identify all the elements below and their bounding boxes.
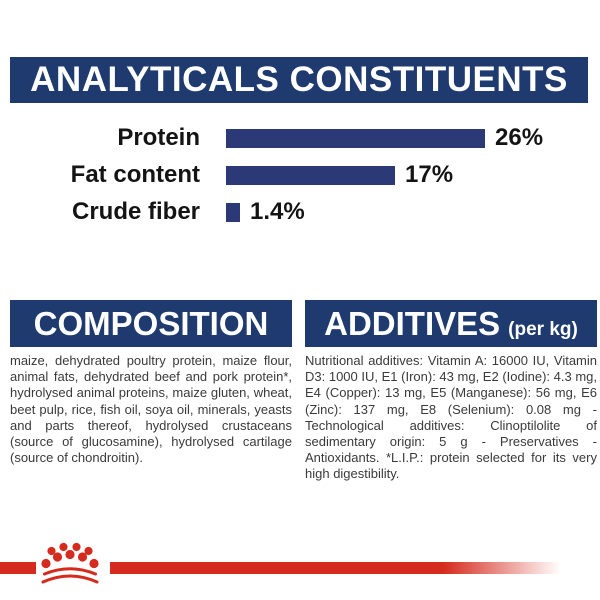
- page-title: ANALYTICALS CONSTITUENTS: [30, 60, 568, 99]
- chart-value-label: 26%: [495, 124, 544, 151]
- chart-bar: [226, 203, 240, 222]
- chart-value-label: 1.4%: [250, 198, 305, 225]
- chart-value-label: 17%: [405, 161, 454, 188]
- additives-text: Nutritional additives: Vitamin A: 16000 IU, Vitamin D3: 1000 IU, E1 (Iron): 43 mg, E2 (Iodine): 4.3 mg, E4 (Copper): 13 mg, E5 (Manganese): 56 mg, E6 (Zinc): 137 mg, E8 (Selenium): 0.08 mg - Technological additives: Clinoptilolite of sedimentary origin: 5 g - Preservatives - Antioxidants. *L.I.P.: protein selected for its very high digestibility.: [305, 353, 597, 482]
- red-stripe-left: [0, 562, 36, 574]
- chart-row-fat-content: [0, 163, 453, 187]
- chart-row-crude-fiber: [0, 200, 305, 224]
- composition-heading: [10, 300, 292, 347]
- royal-canin-crown-icon: [40, 541, 100, 587]
- chart-bar: [226, 166, 395, 185]
- chart-bar: [226, 129, 485, 148]
- red-stripe-right: [110, 562, 600, 574]
- additives-section: [305, 300, 597, 483]
- composition-heading-label: COMPOSITION: [33, 305, 269, 342]
- chart-category-label: Crude fiber: [71, 198, 200, 225]
- additives-heading: [305, 300, 597, 347]
- analytical-constituents-header: [10, 57, 588, 103]
- chart-row-protein: [0, 126, 543, 150]
- chart-category-label: Protein: [117, 124, 200, 151]
- chart-category-label: Fat content: [70, 161, 200, 188]
- additives-heading-suffix: (per kg): [508, 319, 578, 340]
- composition-text: maize, dehydrated poultry protein, maize flour, animal fats, dehydrated beef and pork protein*, hydrolysed animal proteins, maize gluten, wheat, beet pulp, rice, fish oil, soya oil, minerals, yeasts and parts thereof, hydrolysed crustaceans (source of glucosamine), hydrolysed cartilage (source of chondroitin).: [10, 353, 292, 466]
- composition-section: [10, 300, 292, 466]
- additives-heading-label: ADDITIVES: [324, 305, 501, 342]
